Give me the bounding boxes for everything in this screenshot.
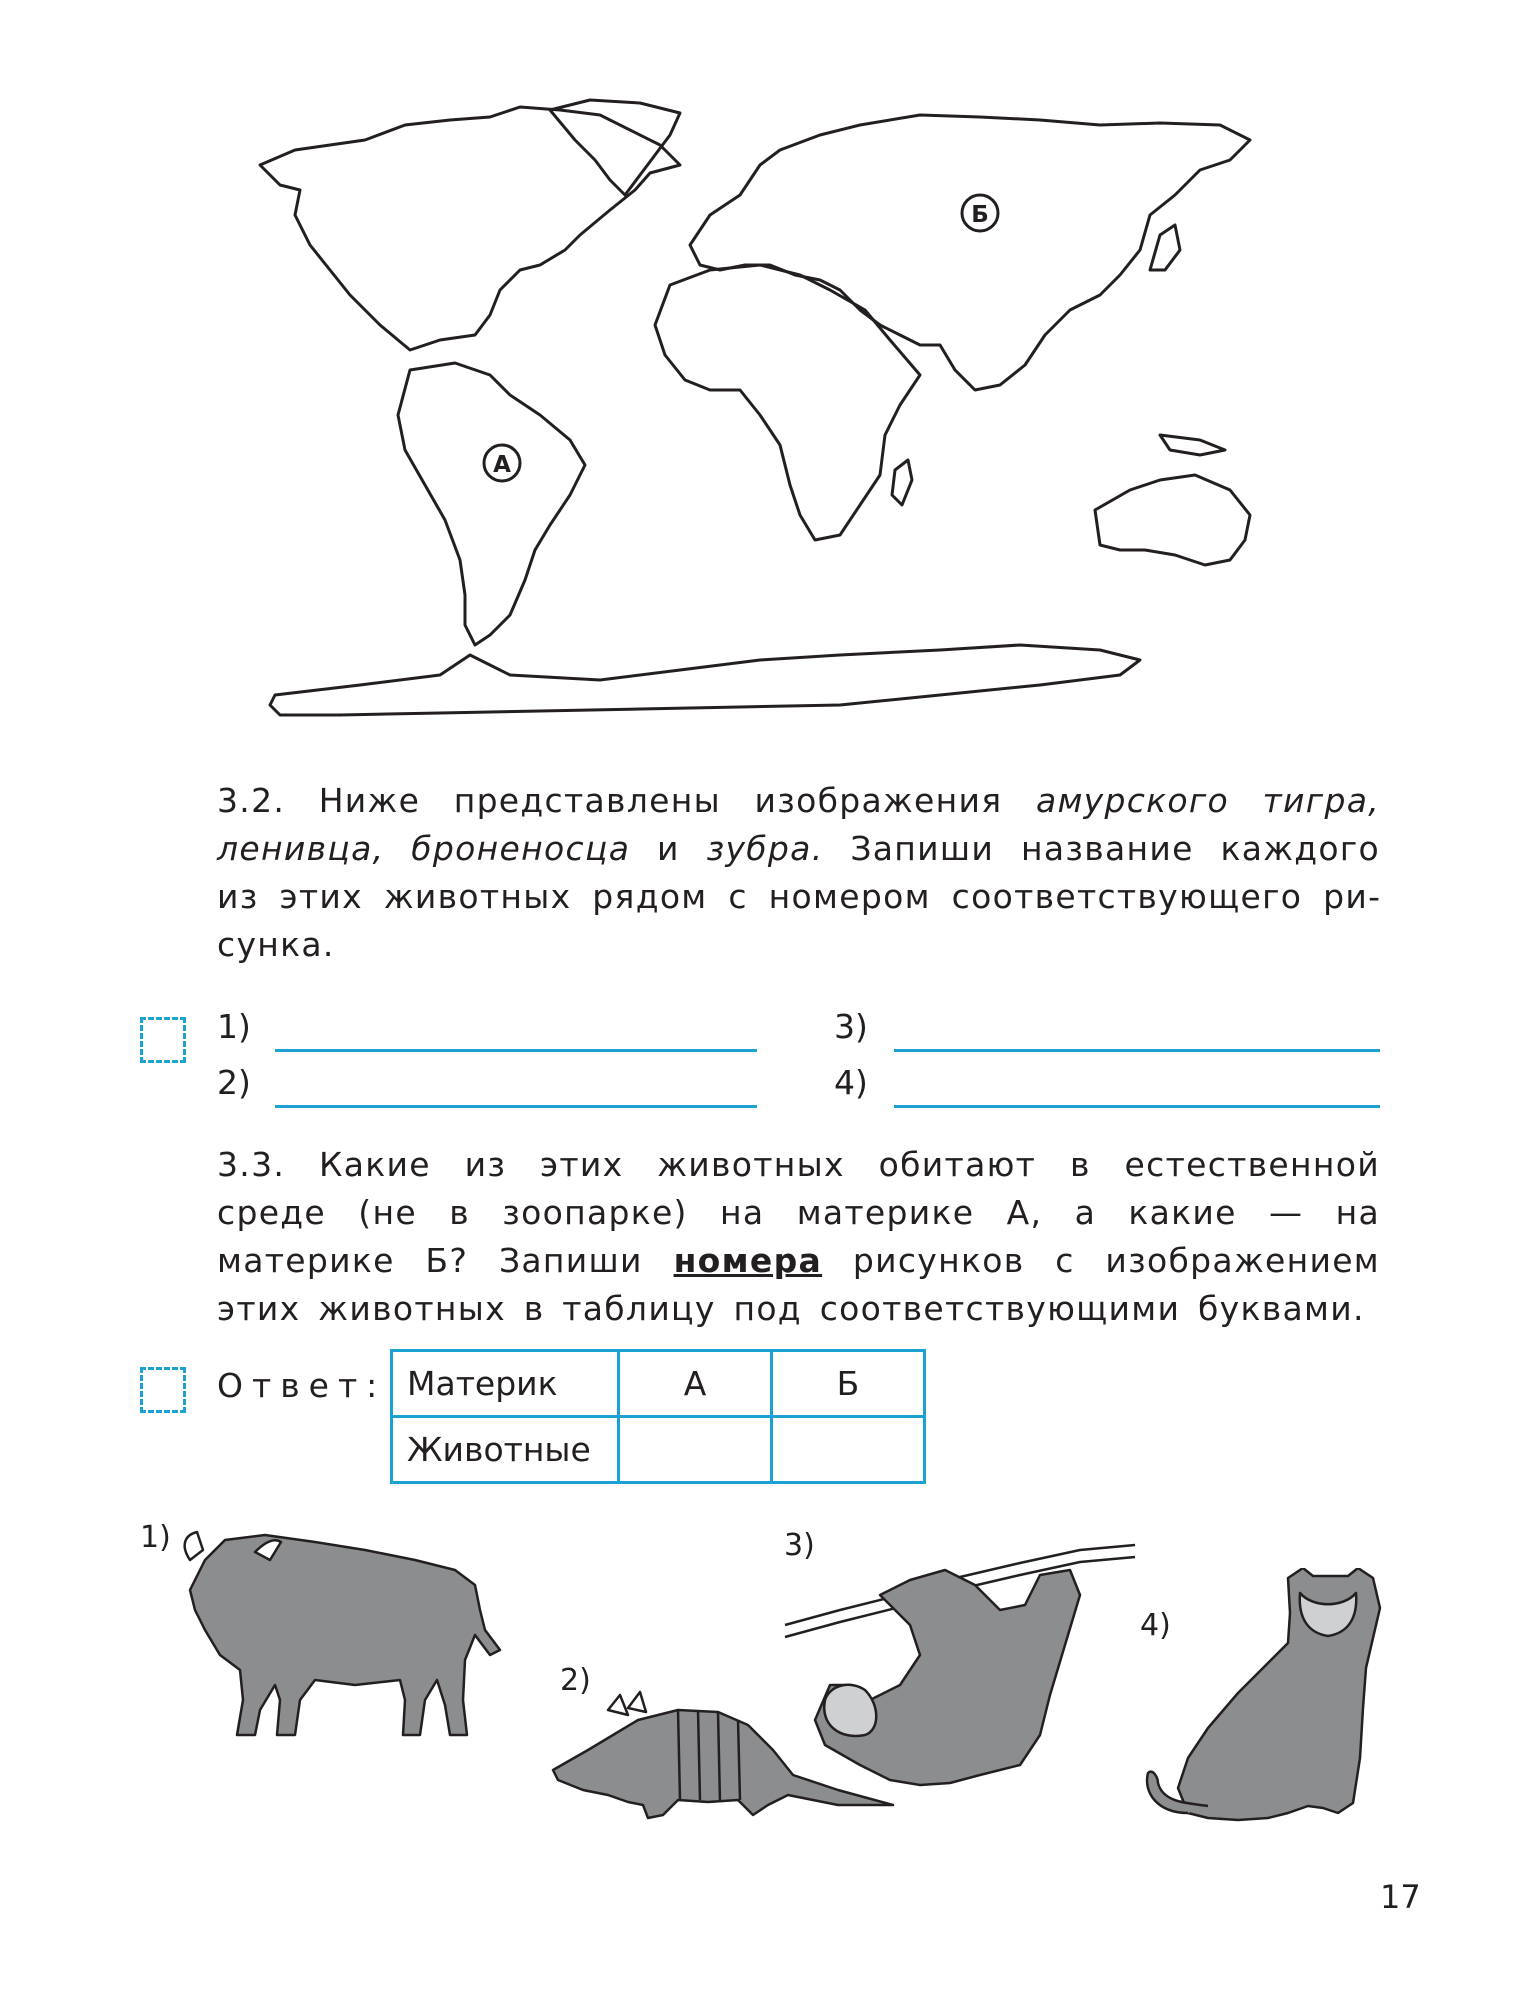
animal-name-armadillo: броненосца: [411, 829, 631, 868]
marker-b-label: Б: [971, 202, 989, 228]
continent-islands: [1160, 435, 1225, 455]
task-3-2-text-1: Ниже представлены изображения: [318, 781, 1003, 820]
answer-line-2-field[interactable]: [275, 1105, 757, 1108]
answer-label: Ответ:: [217, 1366, 387, 1405]
table-row-continent: [392, 1351, 925, 1417]
table-label-animals: Животные: [392, 1417, 619, 1483]
continent-eurasia: [690, 115, 1250, 390]
world-map: [240, 95, 1280, 740]
tiger-image: [1128, 1568, 1398, 1838]
continent-south-america: [398, 363, 585, 645]
sloth-image: [780, 1525, 1140, 1815]
animal-name-tiger: амурского тигра,: [1035, 781, 1380, 820]
answer-line-4-field[interactable]: [894, 1105, 1380, 1108]
animal-2-number: 2): [560, 1663, 591, 1698]
answer-line-3: [834, 1007, 1380, 1057]
task-3-2-number: 3.2.: [217, 781, 286, 820]
page-number: 17: [1380, 1878, 1421, 1916]
continent-north-america: [260, 107, 680, 350]
marker-a: [484, 445, 520, 481]
table-cell-b-animals[interactable]: [772, 1417, 925, 1483]
answer-line-1-number: 1): [217, 1007, 251, 1046]
answer-line-1: [217, 1007, 757, 1057]
continent-madagascar: [892, 460, 912, 505]
task-3-2-text-3: Запиши название каждого из этих животных рядом с номером соответствующего рисунка.: [217, 829, 1381, 964]
answer-line-2-number: 2): [217, 1063, 251, 1102]
bison-image: [175, 1520, 515, 1750]
task-3-3-bold-word: номера: [673, 1241, 823, 1280]
animal-1-number: 1): [140, 1520, 171, 1555]
answer-table: [390, 1349, 926, 1484]
task-3-2-text-2: и: [657, 829, 680, 868]
table-header-b: Б: [772, 1351, 925, 1417]
animal-3-number: 3): [784, 1528, 815, 1563]
table-row-animals: [392, 1417, 925, 1483]
continent-antarctica: [270, 645, 1140, 715]
animal-name-bison: зубра.: [706, 829, 824, 868]
task-3-3-text-1: 3.3. Какие из этих животных обитают в естественной среде (не в зоопарке) на материке А, а какие — на материке Б? Запиши: [217, 1145, 1380, 1280]
marker-b: [962, 195, 998, 231]
answer-line-1-field[interactable]: [275, 1049, 757, 1052]
marker-a-label: А: [493, 452, 511, 478]
task-3-3-text-2: рисунков с изображением этих животных в таблицу под соответствующими буквами.: [217, 1241, 1380, 1328]
table-header-continent: Материк: [392, 1351, 619, 1417]
task-3-2-text: [217, 777, 1380, 969]
continent-japan: [1150, 225, 1180, 270]
table-header-a: А: [619, 1351, 772, 1417]
score-checkbox-2[interactable]: [140, 1367, 186, 1413]
answer-line-4: [834, 1063, 1380, 1113]
score-checkbox-1[interactable]: [140, 1017, 186, 1063]
continent-australia: [1095, 475, 1250, 565]
continent-greenland: [550, 100, 680, 195]
answer-line-3-number: 3): [834, 1007, 868, 1046]
animal-4-number: 4): [1140, 1608, 1171, 1643]
answer-line-2: [217, 1063, 757, 1113]
answer-line-3-field[interactable]: [894, 1049, 1380, 1052]
table-cell-a-animals[interactable]: [619, 1417, 772, 1483]
task-3-3-text: [217, 1141, 1380, 1333]
answer-line-4-number: 4): [834, 1063, 868, 1102]
animal-name-sloth: ленивца,: [217, 829, 385, 868]
continent-africa: [655, 265, 920, 540]
